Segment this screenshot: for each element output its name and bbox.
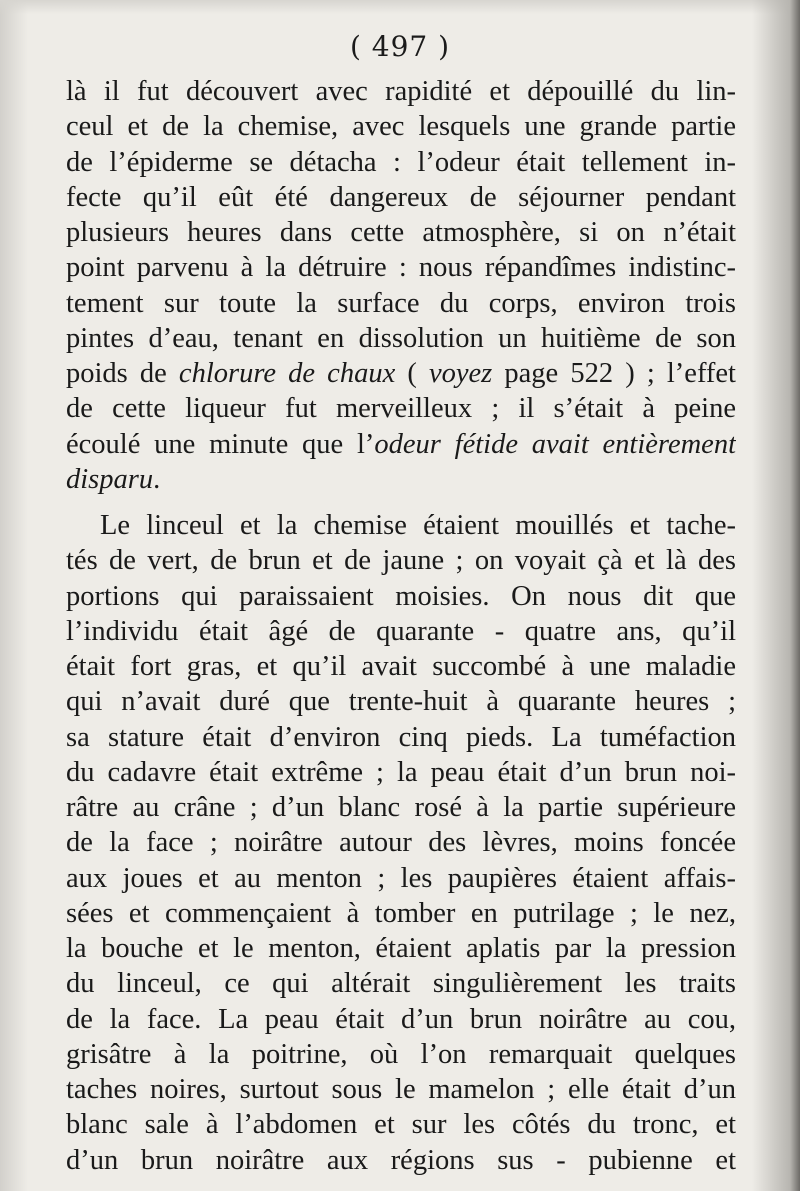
text-line: de la face ; noirâtre autour des lèvres, moins foncée [66,827,736,859]
text-line: tement sur toute la surface du corps, environ trois [66,287,736,319]
text-span: ( [395,358,429,389]
page-number: ( 497 ) [349,30,451,63]
text-line: sa stature était d’environ cinq pieds. La tuméfaction [66,721,736,753]
italic-text: disparu [66,463,154,495]
text-line [66,427,736,462]
italic-text: voyez [428,358,493,389]
text-line: pintes d’eau, tenant en dissolution un huitième de son [66,322,736,354]
text-line: tés de vert, de brun et de jaune ; on voyait çà et là des [66,545,736,577]
text-line [66,356,736,391]
text-line: d’un brun noirâtre aux régions sus - pubienne et [66,1144,736,1176]
text-span: écoulé une minute que l’ [66,428,375,460]
text-line: l’individu était âgé de quarante - quatre ans, qu’il [66,615,736,647]
page-right-edge [752,0,800,1191]
text-line: râtre au crâne ; d’un blanc rosé à la partie supérieure [66,792,736,823]
page-top-shadow [0,0,800,14]
text-line: de l’épiderme se détacha : l’odeur était tellement in- [66,146,736,178]
text-line: du linceul, ce qui altérait singulièrement les traits [66,968,736,1000]
body-text [66,74,736,1178]
text-span: poids de [66,358,179,389]
text-line: point parvenu à la détruire : nous répandîmes indistinc- [66,252,736,284]
text-line: blanc sale à l’abdomen et sur les côtés du tronc, et [66,1109,736,1141]
text-line: qui n’avait duré que trente-huit à quarante heures ; [66,686,736,718]
text-span: . [153,463,161,495]
text-line: aux joues et au menton ; les paupières étaient affais- [66,862,736,894]
italic-text: chlorure de chaux [178,358,396,389]
text-line: ceul et de la chemise, avec lesquels une grande partie [66,111,736,143]
text-line: taches noires, surtout sous le mamelon ; elle était d’un [66,1074,736,1105]
text-line [66,462,736,497]
text-line: du cadavre était extrême ; la peau était d’un brun noi- [66,756,736,788]
text-line: grisâtre à la poitrine, où l’on remarquait quelques [66,1038,736,1070]
text-line: était fort gras, et qu’il avait succombé à une maladie [66,651,736,682]
page-left-shadow [0,0,28,1191]
italic-text: odeur fétide avait entièrement [374,428,736,460]
text-span: page 522 ) ; l’effet [492,358,736,389]
text-line: sées et commençaient à tomber en putrilage ; le nez, [66,897,736,929]
text-line: portions qui paraissaient moisies. On nous dit que [66,580,736,612]
text-line: plusieurs heures dans cette atmosphère, si on n’était [66,217,736,248]
text-line: de la face. La peau était d’un brun noirâtre au cou, [66,1003,736,1035]
paragraph-gap [66,497,736,508]
text-line: de cette liqueur fut merveilleux ; il s’était à peine [66,393,736,425]
text-line: fecte qu’il eût été dangereux de séjourner pendant [66,181,736,213]
text-line: là il fut découvert avec rapidité et dépouillé du lin- [66,76,736,107]
text-line: Le linceul et la chemise étaient mouillés et tache- [100,510,736,541]
text-line: la bouche et le menton, étaient aplatis par la pression [66,933,736,964]
